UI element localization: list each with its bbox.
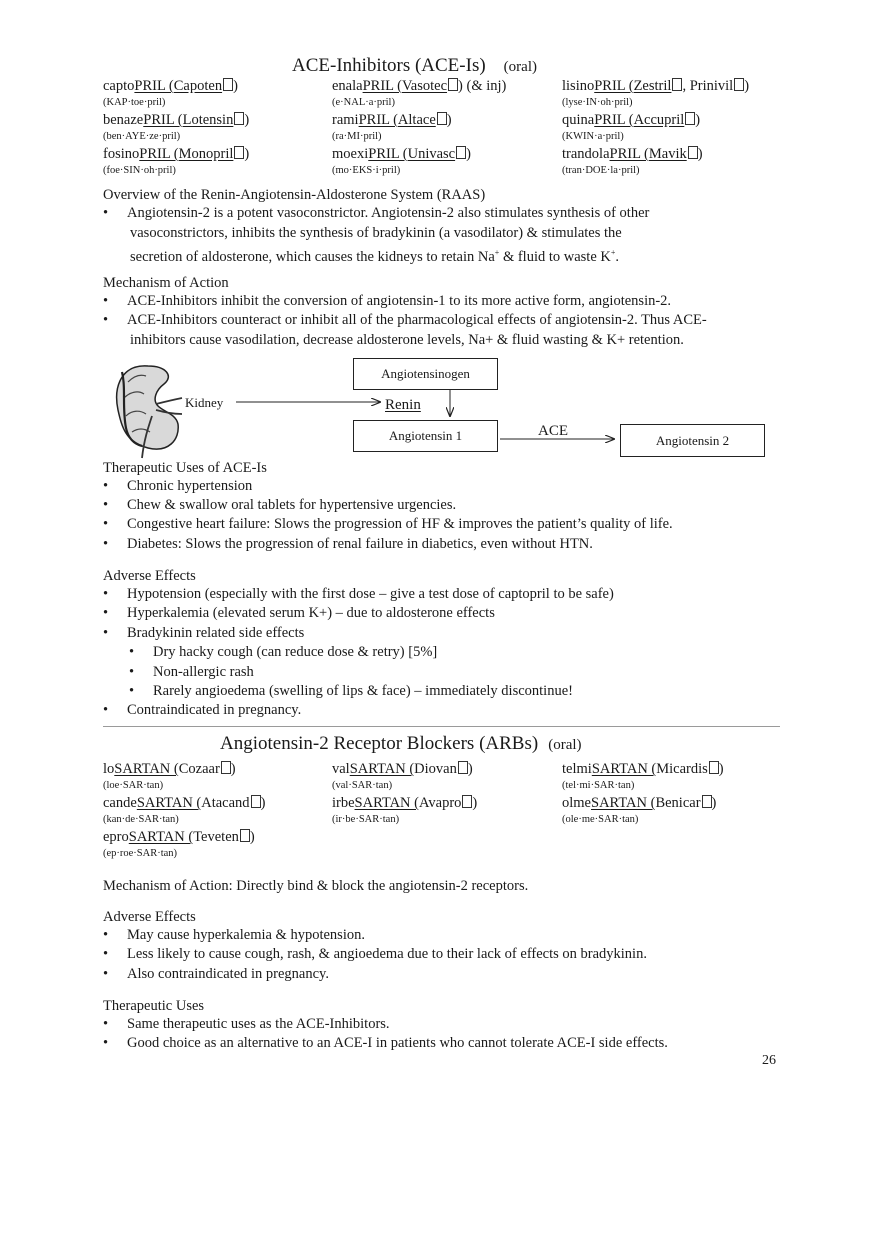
bullet-icon: •	[103, 312, 109, 328]
trademark-box-icon	[734, 78, 744, 91]
ace-pron-lisinopril: (lyse·IN·oh·pril)	[562, 97, 633, 108]
trademark-box-icon	[685, 112, 695, 125]
ace-drug-enalapril: enalaPRIL (Vasotec ) (& inj)	[332, 78, 507, 94]
ace-drug-trandolapril: trandolaPRIL (Mavik )	[562, 146, 703, 162]
ace-drug-fosinopril: fosinoPRIL (Monopril )	[103, 146, 250, 162]
arb-drug-telmisartan: telmiSARTAN (Micardis )	[562, 761, 724, 777]
page-number: 26	[762, 1053, 776, 1068]
trademark-box-icon	[709, 761, 719, 774]
arb-adverse-2: • Less likely to cause cough, rash, & angioedema due to their lack of effects on bradykinin.	[127, 945, 647, 965]
angiotensinogen-box: Angiotensinogen	[353, 358, 498, 390]
bullet-icon: •	[103, 293, 109, 309]
arb-drug-irbesartan: irbeSARTAN (Avapro )	[332, 795, 478, 811]
ace-use-3: • Congestive heart failure: Slows the progression of HF & improves the patient’s quality of life.	[127, 515, 673, 535]
ace-drug-quinapril: quinaPRIL (Accupril )	[562, 112, 701, 128]
trademark-box-icon	[688, 146, 698, 159]
arb-pron-candesartan: (kan·de·SAR·tan)	[103, 814, 179, 825]
ace-pron-enalapril: (e·NAL·a·pril)	[332, 97, 395, 108]
kidney-icon	[117, 366, 182, 458]
bullet-icon: •	[103, 497, 109, 513]
arb-pron-eprosartan: (ep·roe·SAR·tan)	[103, 848, 178, 859]
ace-adverse-1: • Hypotension (especially with the first dose – give a test dose of captopril to be safe)	[127, 585, 614, 605]
bullet-icon: •	[103, 966, 109, 982]
ace-adverse-last: • Contraindicated in pregnancy.	[127, 701, 301, 721]
section-divider	[103, 726, 780, 727]
bullet-icon: •	[103, 586, 109, 602]
bullet-icon: •	[103, 536, 109, 552]
arb-drug-eprosartan: eproSARTAN (Teveten )	[103, 829, 255, 845]
kidney-label: Kidney	[185, 395, 224, 410]
arb-use-2: • Good choice as an alternative to an ACE-I in patients who cannot tolerate ACE-I side effects.	[127, 1034, 668, 1054]
arb-title	[220, 733, 582, 755]
trademark-box-icon	[221, 761, 231, 774]
ace-title	[292, 55, 537, 77]
ace-drug-lisinopril: lisinoPRIL (Zestril , Prinivil )	[562, 78, 750, 94]
trademark-box-icon	[462, 795, 472, 808]
trademark-box-icon	[240, 829, 250, 842]
ace-use-1: • Chronic hypertension	[127, 477, 252, 497]
trademark-box-icon	[456, 146, 466, 159]
arb-moa: Mechanism of Action: Directly bind & block the angiotensin-2 receptors.	[103, 878, 529, 894]
arb-drug-valsartan: valSARTAN (Diovan )	[332, 761, 473, 777]
trademark-box-icon	[251, 795, 261, 808]
ace-drug-ramipril: ramiPRIL (Altace )	[332, 112, 452, 128]
ace-pron-trandolapril: (tran·DOE·la·pril)	[562, 165, 640, 176]
ace-arrow-label: ACE	[538, 423, 568, 439]
arb-pron-losartan: (loe·SAR·tan)	[103, 780, 164, 791]
trademark-box-icon	[672, 78, 682, 91]
ace-title-text: ACE-Inhibitors (ACE-Is)	[292, 55, 486, 76]
ace-adverse-2: • Hyperkalemia (elevated serum K+) – due to aldosterone effects	[127, 604, 495, 624]
ace-pron-benazepril: (ben·AYE·ze·pril)	[103, 131, 181, 142]
ace-moa-bullet-2: • ACE-Inhibitors counteract or inhibit all of the pharmacological effects of angiotensin-2. Thus ACE- inhibitors cause vasodilation, decrease aldosterone levels, Na+ & fluid wasting & K+ retention.	[103, 312, 707, 348]
ace-pron-ramipril: (ra·MI·pril)	[332, 131, 382, 142]
overview-line-3: secretion of aldosterone, which causes the kidneys to retain Na+ & fluid to waste K+.	[130, 248, 620, 265]
arb-drug-candesartan: candeSARTAN (Atacand )	[103, 795, 266, 811]
arb-pron-olmesartan: (ole·me·SAR·tan)	[562, 814, 639, 825]
arb-adverse-1: • May cause hyperkalemia & hypotension.	[127, 926, 365, 946]
arb-use-1: • Same therapeutic uses as the ACE-Inhibitors.	[127, 1015, 390, 1035]
bullet-icon: •	[103, 702, 109, 718]
bullet-icon: •	[103, 1016, 109, 1032]
trademark-box-icon	[702, 795, 712, 808]
bullet-icon: •	[129, 664, 135, 680]
ace-pron-fosinopril: (foe·SIN·oh·pril)	[103, 165, 176, 176]
bullet-icon: •	[103, 205, 109, 221]
renin-label: Renin	[385, 397, 421, 413]
arb-title-text: Angiotensin-2 Receptor Blockers (ARBs)	[220, 733, 539, 754]
ace-adverse-sub-2: • Non-allergic rash	[153, 663, 254, 683]
ace-adverse-sub-1: • Dry hacky cough (can reduce dose & retry) [5%]	[153, 643, 437, 663]
ace-overview-heading: Overview of the Renin-Angiotensin-Aldosterone System (RAAS)	[103, 187, 486, 203]
bullet-icon: •	[103, 605, 109, 621]
bullet-icon: •	[129, 644, 135, 660]
trademark-box-icon	[458, 761, 468, 774]
ace-route: (oral)	[503, 59, 537, 75]
trademark-box-icon	[234, 146, 244, 159]
bullet-icon: •	[103, 927, 109, 943]
bullet-icon: •	[103, 946, 109, 962]
overview-line-2: vasoconstrictors, inhibits the synthesis of bradykinin (a vasodilator) & stimulates the	[130, 224, 622, 241]
trademark-box-icon	[234, 112, 244, 125]
ace-adverse-3: • Bradykinin related side effects	[127, 624, 304, 644]
arb-drug-losartan: loSARTAN (Cozaar )	[103, 761, 236, 777]
ace-drug-captopril: captoPRIL (Capoten )	[103, 78, 238, 94]
bullet-icon: •	[103, 478, 109, 494]
angiotensin-2-box: Angiotensin 2	[620, 424, 765, 457]
arb-route: (oral)	[548, 737, 582, 753]
bullet-icon: •	[103, 516, 109, 532]
ace-adverse-heading: Adverse Effects	[103, 568, 196, 584]
trademark-box-icon	[448, 78, 458, 91]
arb-adverse-3: • Also contraindicated in pregnancy.	[127, 965, 329, 985]
overview-line-1: Angiotensin-2 is a potent vasoconstrictor. Angiotensin-2 also stimulates synthesis of other	[127, 205, 650, 221]
ace-use-2: • Chew & swallow oral tablets for hypertensive urgencies.	[127, 496, 456, 516]
arb-adverse-heading: Adverse Effects	[103, 909, 196, 925]
arb-pron-valsartan: (val·SAR·tan)	[332, 780, 393, 791]
ace-use-4: • Diabetes: Slows the progression of renal failure in diabetics, even without HTN.	[127, 535, 593, 555]
bullet-icon: •	[129, 683, 135, 699]
ace-adverse-sub-3: • Rarely angioedema (swelling of lips & face) – immediately discontinue!	[153, 682, 573, 702]
ace-pron-moexipril: (mo·EKS·i·pril)	[332, 165, 401, 176]
ace-overview-bullet	[103, 204, 650, 267]
angiotensin-1-box: Angiotensin 1	[353, 420, 498, 452]
ace-moa-bullet-1: • ACE-Inhibitors inhibit the conversion of angiotensin-1 to its more active form, angiotensin-2.	[127, 292, 671, 312]
ace-pron-quinapril: (KWIN·a·pril)	[562, 131, 624, 142]
bullet-icon: •	[103, 1035, 109, 1051]
arb-pron-telmisartan: (tel·mi·SAR·tan)	[562, 780, 635, 791]
bullet-icon: •	[103, 625, 109, 641]
ace-pron-captopril: (KAP·toe·pril)	[103, 97, 166, 108]
arb-drug-olmesartan: olmeSARTAN (Benicar )	[562, 795, 717, 811]
trademark-box-icon	[437, 112, 447, 125]
trademark-box-icon	[223, 78, 233, 91]
ace-drug-benazepril: benazePRIL (Lotensin )	[103, 112, 250, 128]
ace-moa-heading: Mechanism of Action	[103, 275, 229, 291]
arb-pron-irbesartan: (ir·be·SAR·tan)	[332, 814, 400, 825]
arb-uses-heading: Therapeutic Uses	[103, 998, 205, 1014]
ace-uses-heading: Therapeutic Uses of ACE-Is	[103, 460, 267, 476]
ace-drug-moexipril: moexiPRIL (Univasc )	[332, 146, 471, 162]
